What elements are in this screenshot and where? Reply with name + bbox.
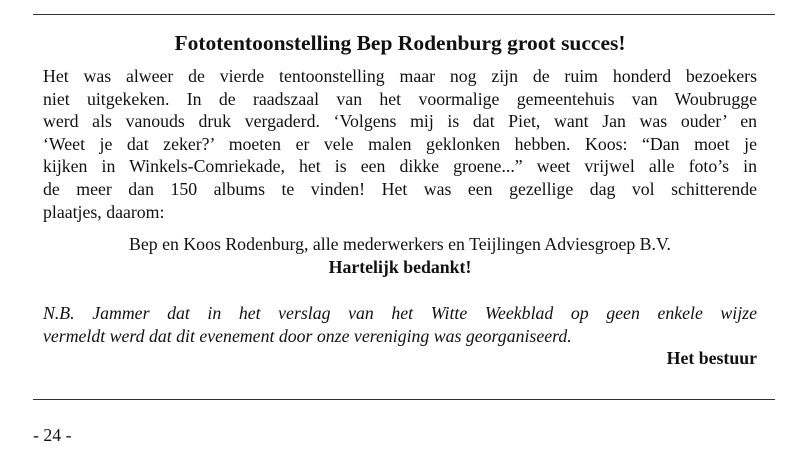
body-line: Het was alweer de vierde tentoonstelling maar nog zijn de ruim honderd bezoekers: [43, 66, 757, 86]
article-title: Fototentoonstelling Bep Rodenburg groot succes!: [174, 31, 626, 55]
thanks-heading: Hartelijk bedankt!: [328, 257, 472, 277]
page-number: - 24 -: [33, 425, 72, 445]
top-divider: [33, 14, 775, 15]
note-line: N.B. Jammer dat in het verslag van het Witte Weekblad op geen enkele wijze: [43, 303, 757, 323]
signature: Het bestuur: [666, 348, 757, 368]
body-line: werd als vanouds druk vergaderd. ‘Volgens mij is dat Piet, want Jan was ouder’ en: [43, 111, 757, 132]
body-line: ‘Weet je dat zeker?’ moeten er vele malen geklonken hebben. Koos: “Dan moet je: [43, 133, 757, 154]
bottom-divider: [33, 399, 775, 400]
body-line: kijken in Winkels-Comriekade, het is een dikke groene...” weet vrijwel alle foto’s in: [43, 156, 757, 177]
body-line: niet uitgekeken. In de raadszaal van het voormalige gemeentehuis van Woubrugge: [43, 88, 757, 109]
thanks-line: Bep en Koos Rodenburg, alle mederwerkers en Teijlingen Adviesgroep B.V.: [129, 234, 671, 254]
note-line: vermeldt werd dat dit evenement door onze vereniging was georganiseerd.: [43, 325, 572, 346]
article-body: [43, 65, 757, 223]
editorial-note: [43, 302, 757, 347]
body-line: de meer dan 150 albums te vinden! Het was een gezellige dag vol schitterende: [43, 178, 757, 199]
body-line: plaatjes, daarom:: [43, 201, 165, 222]
